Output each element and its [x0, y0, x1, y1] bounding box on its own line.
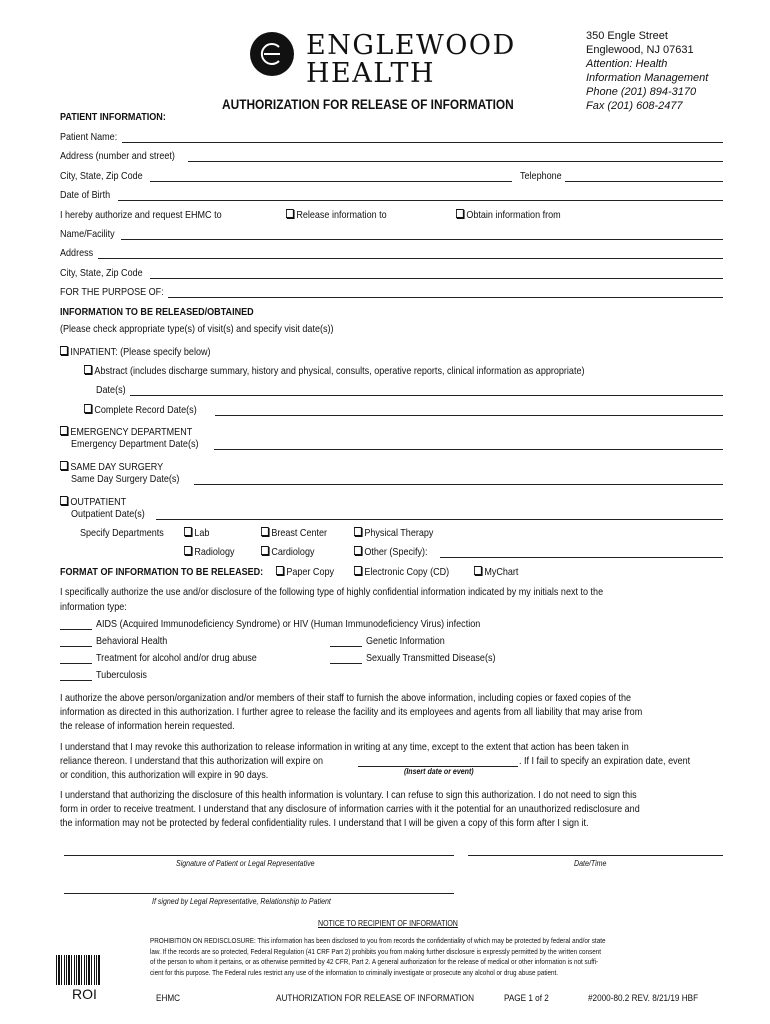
logo-line2: HEALTH [306, 58, 436, 89]
aids-initials-field[interactable] [60, 629, 92, 630]
checkbox-icon [286, 209, 294, 218]
lab-label: Lab [194, 527, 210, 539]
confidential-intro-2: information type: [60, 601, 127, 613]
footer-title: AUTHORIZATION FOR RELEASE OF INFORMATION [276, 993, 475, 1004]
patient-name-label: Patient Name: [60, 131, 118, 143]
checkbox-icon [60, 461, 68, 470]
cardiology-label: Cardiology [271, 546, 315, 558]
paper-copy-label: Paper Copy [286, 566, 335, 578]
checkbox-icon [60, 346, 68, 355]
physical-therapy-checkbox[interactable] [354, 527, 433, 540]
aids-label: AIDS (Acquired Immunodeficiency Syndrome) or HIV (Human Immunodeficiency Virus) infection [96, 618, 481, 630]
std-label: Sexually Transmitted Disease(s) [366, 652, 496, 664]
specify-departments-label: Specify Departments [80, 527, 164, 539]
outpatient-dates-field[interactable] [156, 519, 723, 520]
same-day-dates-field[interactable] [194, 484, 723, 485]
signature-field[interactable] [64, 855, 454, 856]
abstract-label: Abstract (includes discharge summary, history and physical, consults, operative reports, clinical information as appropriate) [94, 365, 585, 377]
inpatient-label: INPATIENT: (Please specify below) [70, 346, 211, 358]
authorize-label: I hereby authorize and request EHMC to [60, 209, 222, 221]
emergency-label: EMERGENCY DEPARTMENT [70, 426, 193, 438]
radiology-checkbox[interactable] [184, 546, 234, 559]
relationship-field[interactable] [64, 893, 454, 894]
facility-city-label: City, State, Zip Code [60, 267, 143, 279]
voluntary-paragraph-line: the information may not be protected by federal confidentiality rules. I understand that I will be given a copy of this form after I sign it. [60, 817, 589, 829]
relationship-label: If signed by Legal Representative, Relationship to Patient [152, 897, 331, 906]
footer-page: PAGE 1 of 2 [504, 993, 549, 1004]
checkbox-icon [84, 404, 92, 413]
roi-label: ROI [72, 986, 97, 1002]
abstract-dates-field[interactable] [130, 395, 723, 396]
address-field[interactable] [188, 161, 723, 162]
breast-center-label: Breast Center [271, 527, 328, 539]
dates-label: Date(s) [96, 384, 126, 396]
address-line: 350 Engle Street [586, 30, 668, 42]
checkbox-icon [456, 209, 464, 218]
signature-label: Signature of Patient or Legal Representative [176, 859, 315, 868]
info-heading: INFORMATION TO BE RELEASED/OBTAINED [60, 306, 254, 318]
obtain-from-checkbox[interactable] [456, 209, 561, 222]
checkbox-icon [276, 566, 284, 575]
behavioral-label: Behavioral Health [96, 635, 168, 647]
purpose-label: FOR THE PURPOSE OF: [60, 286, 164, 298]
authorize-paragraph-line: the release of information herein requested. [60, 720, 235, 732]
dob-label: Date of Birth [60, 189, 111, 201]
alcohol-label: Treatment for alcohol and/or drug abuse [96, 652, 257, 664]
notice-line: PROHIBITION ON REDISCLOSURE: This information has been disclosed to you from records the confidentiality of which may be protected by federal and/or state [150, 936, 606, 945]
insert-date-note: (Insert date or event) [404, 767, 474, 776]
abstract-checkbox[interactable] [84, 365, 585, 378]
date-time-label: Date/Time [574, 859, 607, 868]
notice-line: of the person to whom it pertains, or as otherwise permitted by 42 CFR, Part 2. A general authorization for the release of medical or other information is not suffi- [150, 957, 599, 966]
notice-text [150, 936, 730, 978]
city-field[interactable] [150, 181, 512, 182]
emergency-dates-label: Emergency Department Date(s) [71, 438, 199, 450]
checkbox-icon [184, 546, 192, 555]
patient-info-heading: PATIENT INFORMATION: [60, 111, 166, 123]
attention-line: Information Management [586, 72, 709, 84]
logo-line1: ENGLEWOOD [306, 30, 516, 61]
outpatient-dates-label: Outpatient Date(s) [71, 508, 145, 520]
mychart-checkbox[interactable] [474, 566, 518, 579]
inpatient-checkbox[interactable] [60, 346, 211, 359]
complete-record-checkbox[interactable] [84, 404, 197, 417]
checkbox-icon [60, 426, 68, 435]
same-day-dates-label: Same Day Surgery Date(s) [71, 473, 180, 485]
city-label: City, State, Zip Code [60, 170, 143, 182]
authorize-paragraph-line: information as directed in this authorization. I further agree to release the facility and its employees and agents from all liability that may arise from [60, 706, 643, 718]
facility-address-label: Address [60, 247, 94, 259]
obtain-from-label: Obtain information from [466, 209, 561, 221]
alcohol-initials-field[interactable] [60, 663, 92, 664]
std-initials-field[interactable] [330, 663, 362, 664]
release-to-label: Release information to [296, 209, 387, 221]
purpose-field[interactable] [168, 297, 723, 298]
attention-line: Attention: Health [586, 58, 668, 70]
revoke-paragraph-line: . If I fail to specify an expiration date, event [519, 755, 691, 767]
checkbox-icon [354, 566, 362, 575]
footer-ehmc: EHMC [156, 993, 181, 1004]
telephone-field[interactable] [565, 181, 723, 182]
checkbox-icon [354, 546, 362, 555]
barcode [56, 955, 100, 985]
notice-line: law. If the records are so protected, Federal Regulation (41 CRF Part 2) prohibits you from making further disclosure is expressly permitted by the written consent [150, 946, 602, 956]
checkbox-icon [184, 527, 192, 536]
checkbox-icon [261, 527, 269, 536]
confidential-intro-1: I specifically authorize the use and/or disclosure of the following type of highly confidential information indicated by my initials next to the [60, 586, 604, 598]
electronic-copy-checkbox[interactable] [354, 566, 449, 579]
tb-initials-field[interactable] [60, 680, 92, 681]
release-to-checkbox[interactable] [286, 209, 387, 222]
notice-heading: NOTICE TO RECIPIENT OF INFORMATION [318, 919, 458, 928]
logo-mark [250, 32, 294, 76]
format-label: FORMAT OF INFORMATION TO BE RELEASED: [60, 566, 264, 578]
form-title: AUTHORIZATION FOR RELEASE OF INFORMATION [222, 96, 514, 112]
checkbox-icon [474, 566, 482, 575]
revoke-paragraph-line: or condition, this authorization will expire in 90 days. [60, 769, 269, 781]
date-time-field[interactable] [468, 855, 723, 856]
revoke-paragraph-line: reliance thereon. I understand that this authorization will expire on [60, 755, 324, 767]
header-address [586, 29, 708, 113]
voluntary-paragraph-line: I understand that authorizing the disclosure of this health information is voluntary. I can refuse to sign this authorization. I do not need to sign this [60, 789, 637, 801]
complete-record-field[interactable] [215, 415, 723, 416]
facility-field[interactable] [121, 239, 723, 240]
genetic-initials-field[interactable] [330, 646, 362, 647]
fax-line: Fax (201) 608-2477 [586, 100, 683, 112]
address-label: Address (number and street) [60, 150, 175, 162]
checkbox-icon [354, 527, 362, 536]
behavioral-initials-field[interactable] [60, 646, 92, 647]
breast-center-checkbox[interactable] [261, 527, 327, 540]
patient-name-field[interactable] [122, 142, 723, 143]
paper-copy-checkbox[interactable] [276, 566, 334, 579]
telephone-label: Telephone [520, 170, 562, 182]
same-day-label: SAME DAY SURGERY [70, 461, 164, 473]
electronic-copy-label: Electronic Copy (CD) [364, 566, 450, 578]
voluntary-paragraph-line: form in order to receive treatment. I understand that any disclosure of information carries with it the potential for an unauthorized redisclosure and [60, 803, 640, 815]
complete-record-label: Complete Record Date(s) [94, 404, 197, 416]
revoke-paragraph-line: I understand that I may revoke this authorization to release information in writing at any time, except to the extent that action has been taken in [60, 741, 629, 753]
physical-therapy-label: Physical Therapy [364, 527, 434, 539]
notice-line: cient for this purpose. The Federal rules restrict any use of the information to criminally investigate or prosecute any alcohol or drug abuse patient. [150, 967, 559, 977]
emergency-dates-field[interactable] [214, 449, 723, 450]
checkbox-icon [60, 496, 68, 505]
cardiology-checkbox[interactable] [261, 546, 314, 559]
other-checkbox[interactable] [354, 546, 428, 559]
info-subheading: (Please check appropriate type(s) of visit(s) and specify visit date(s)) [60, 323, 334, 335]
authorize-paragraph-line: I authorize the above person/organization and/or members of their staff to furnish the above information, including copies or faxed copies of the [60, 692, 632, 704]
dob-field[interactable] [118, 200, 723, 201]
checkbox-icon [261, 546, 269, 555]
other-label: Other (Specify): [364, 546, 428, 558]
checkbox-icon [84, 365, 92, 374]
logo-e-icon [250, 32, 294, 76]
tb-label: Tuberculosis [96, 669, 147, 681]
footer-form-number: #2000-80.2 REV. 8/21/19 HBF [588, 993, 699, 1004]
other-specify-field[interactable] [440, 557, 723, 558]
lab-checkbox[interactable] [184, 527, 209, 540]
facility-city-field[interactable] [150, 278, 723, 279]
facility-address-field[interactable] [98, 258, 723, 259]
radiology-label: Radiology [194, 546, 235, 558]
address-line: Englewood, NJ 07631 [586, 44, 694, 56]
facility-label: Name/Facility [60, 228, 115, 240]
outpatient-label: OUTPATIENT [70, 496, 127, 508]
genetic-label: Genetic Information [366, 635, 445, 647]
phone-line: Phone (201) 894-3170 [586, 86, 697, 98]
mychart-label: MyChart [484, 566, 519, 578]
